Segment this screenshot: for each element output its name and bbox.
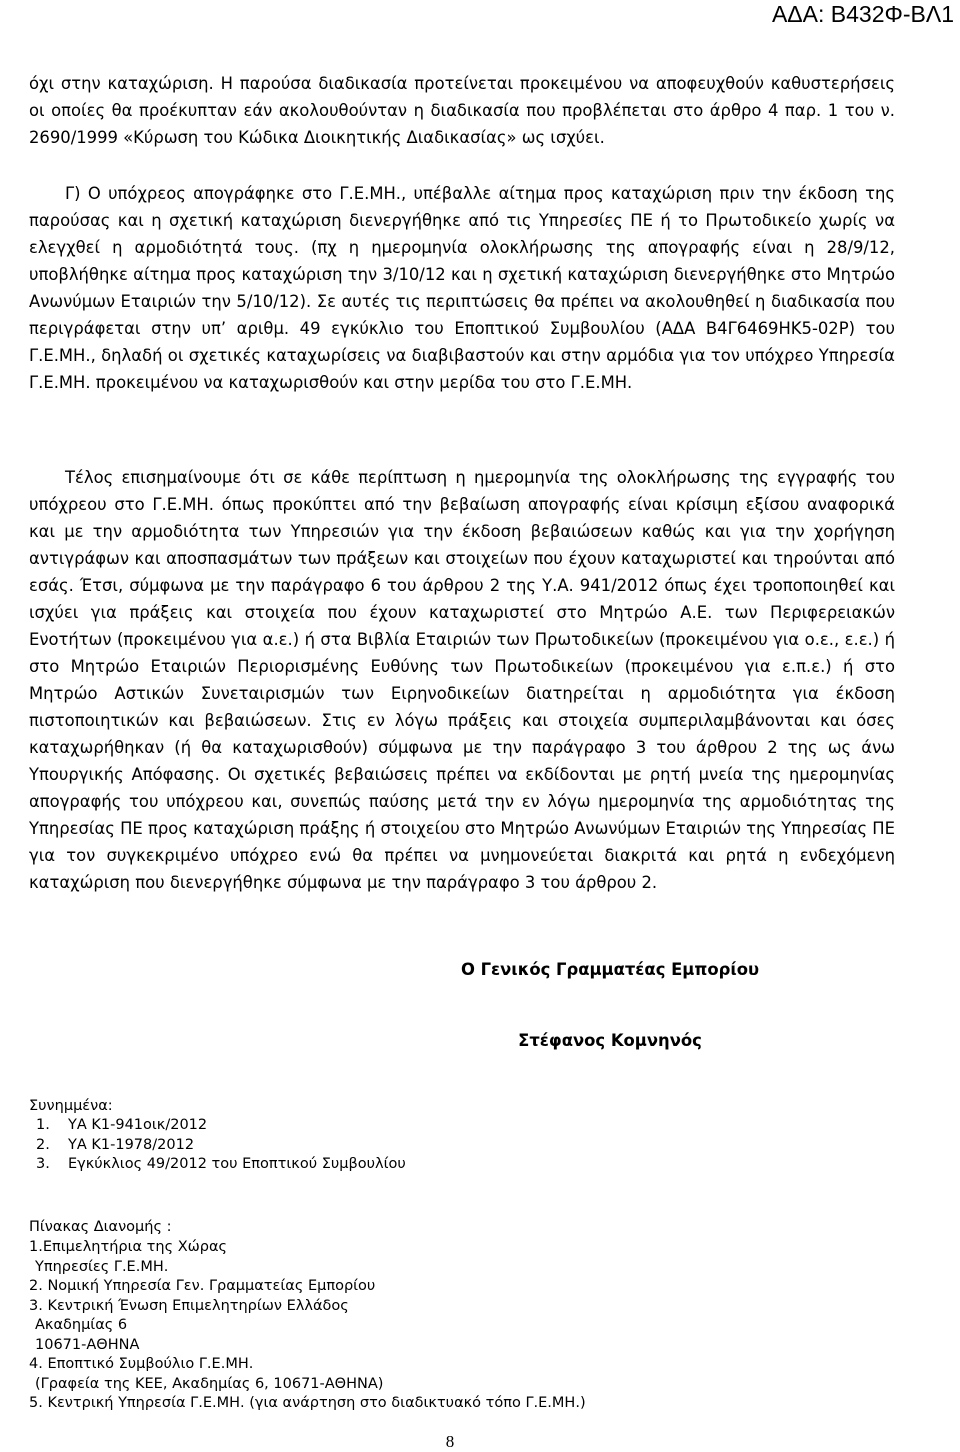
- distribution-line: 4. Εποπτικό Συμβούλιο Γ.Ε.ΜΗ.: [29, 1356, 254, 1372]
- attachment-item: 2. ΥΑ Κ1-1978/2012: [36, 1136, 195, 1153]
- distribution-line: (Γραφεία της ΚΕΕ, Ακαδημίας 6, 10671-ΑΘΗΝΑ): [35, 1375, 384, 1392]
- distribution-line: 3. Κεντρική Ένωση Επιμελητηρίων Ελλάδος: [29, 1297, 349, 1314]
- attachment-item: 1. ΥΑ Κ1-941οικ/2012: [36, 1117, 208, 1133]
- distribution-line: Ακαδημίας 6: [35, 1317, 128, 1333]
- distribution-line: 5. Κεντρική Υπηρεσία Γ.Ε.ΜΗ. (για ανάρτηση στο διαδικτυακό τόπο Γ.Ε.ΜΗ.): [29, 1395, 586, 1411]
- distribution-list: [29, 1238, 586, 1414]
- attachments-heading: Συνημμένα:: [29, 1098, 113, 1114]
- paragraph-case-c: Γ) Ο υπόχρεος απογράφηκε στο Γ.Ε.ΜΗ., υπέβαλλε αίτημα προς καταχώριση πριν την έκδοση της παρούσας και η σχετική καταχώριση διενεργήθηκε από τις Υπηρεσίες ΠΕ ή το Πρωτοδικείο χωρίς να ελεγχθεί η αρμοδιότητά τους. (πχ η ημερομηνία ολοκλήρωσης της απογραφής είναι η 28/9/12, υποβλήθηκε αίτημα προς καταχώριση την 3/10/12 και η σχετική καταχώριση διενεργήθηκε στο Μητρώο Ανωνύμων Εταιριών την 5/10/12). Σε αυτές τις περιπτώσεις θα πρέπει να ακολουθηθεί η διαδικασία που περιγράφεται στην υπ’ αριθμ. 49 εγκύκλιο του Εποπτικού Συμβουλίου (ΑΔΑ Β4Γ6469ΗΚ5-02Ρ) του Γ.Ε.ΜΗ., δηλαδή οι σχετικές καταχωρίσεις να διαβιβαστούν και στην αρμόδια για τον υπόχρεο Υπηρεσία Γ.Ε.ΜΗ. προκειμένου να καταχωρισθούν και στην μερίδα του στο Γ.Ε.ΜΗ.: [29, 184, 895, 392]
- attachment-item: 3. Εγκύκλιος 49/2012 του Εποπτικού Συμβουλίου: [36, 1156, 406, 1172]
- signatory-title: Ο Γενικός Γραμματέας Εμπορίου: [460, 960, 760, 979]
- distribution-line: 10671-ΑΘΗΝΑ: [35, 1336, 140, 1353]
- ada-code: ΑΔΑ: Β432Φ-ΒΛ1: [771, 1, 954, 27]
- distribution-heading: Πίνακας Διανομής :: [29, 1219, 172, 1235]
- page-number: 8: [445, 1432, 455, 1451]
- distribution-line: 2. Νομική Υπηρεσία Γεν. Γραμματείας Εμπορίου: [29, 1278, 376, 1294]
- signatory-name: Στέφανος Κομνηνός: [518, 1031, 702, 1050]
- paragraph-conclusion: Τέλος επισημαίνουμε ότι σε κάθε περίπτωση η ημερομηνία της ολοκλήρωσης της εγγραφής του υπόχρεου στο Γ.Ε.ΜΗ. όπως προκύπτει από την βεβαίωση απογραφής είναι κρίσιμη εξίσου αναφορικά και με την αρμοδιότητα των Υπηρεσιών για την έκδοση βεβαιώσεων καθώς και για την χορήγηση αντιγράφων και αποσπασμάτων των πράξεων και στοιχείων που έχουν καταχωριστεί και τηρούνται από εσάς. Έτσι, σύμφωνα με την παράγραφο 6 του άρθρου 2 της Υ.Α. 941/2012 όπως έχει τροποποιηθεί και ισχύει για πράξεις και στοιχεία που έχουν καταχωριστεί στο Μητρώο Α.Ε. των Περιφερειακών Ενοτήτων (προκειμένου για α.ε.) ή στα Βιβλία Εταιριών των Πρωτοδικείων (προκειμένου για ο.ε., ε.ε.) ή στο Μητρώο Εταιριών Περιορισμένης Ευθύνης των Πρωτοδικείων (προκειμένου για ε.π.ε.) ή στο Μητρώο Αστικών Συνεταιρισμών των Ειρηνοδικείων διατηρείται η αρμοδιότητα για έκδοση πιστοποιητικών και βεβαιώσεων. Στις εν λόγω πράξεις και στοιχεία συμπεριλαμβάνονται και όσες καταχωρήθηκαν (ή θα καταχωρισθούν) σύμφωνα με την παράγραφο 3 του άρθρου 2 της ως άνω Υπουργικής Απόφασης. Οι σχετικές βεβαιώσεις πρέπει να εκδίδονται με ρητή μνεία της ημερομηνίας απογραφής του υπόχρεου και, συνεπώς παύσης μετά την εν λόγω ημερομηνία της αρμοδιότητας της Υπηρεσίας ΠΕ προς καταχώριση πράξης ή στοιχείου στο Μητρώο Ανωνύμων Εταιριών της Υπηρεσίας ΠΕ για τον συγκεκριμένο υπόχρεο ενώ θα πρέπει να μνημονεύεται διακριτά και ρητά η ενδεχόμενη καταχώριση που διενεργήθηκε σύμφωνα με την παράγραφο 3 του άρθρου 2.: [29, 468, 895, 892]
- distribution-line: Υπηρεσίες Γ.Ε.ΜΗ.: [35, 1258, 169, 1275]
- paragraph-continuation: όχι στην καταχώριση. Η παρούσα διαδικασία προτείνεται προκειμένου να αποφευχθούν καθυστερήσεις οι οποίες θα προέκυπταν εάν ακολουθούνταν η διαδικασία που προβλέπεται στο άρθρο 4 παρ. 1 του ν. 2690/1999 «Κύρωση του Κώδικα Διοικητικής Διαδικασίας» ως ισχύει.: [29, 74, 895, 147]
- attachments-list: [36, 1116, 406, 1175]
- distribution-line: 1.Επιμελητήρια της Χώρας: [29, 1239, 228, 1255]
